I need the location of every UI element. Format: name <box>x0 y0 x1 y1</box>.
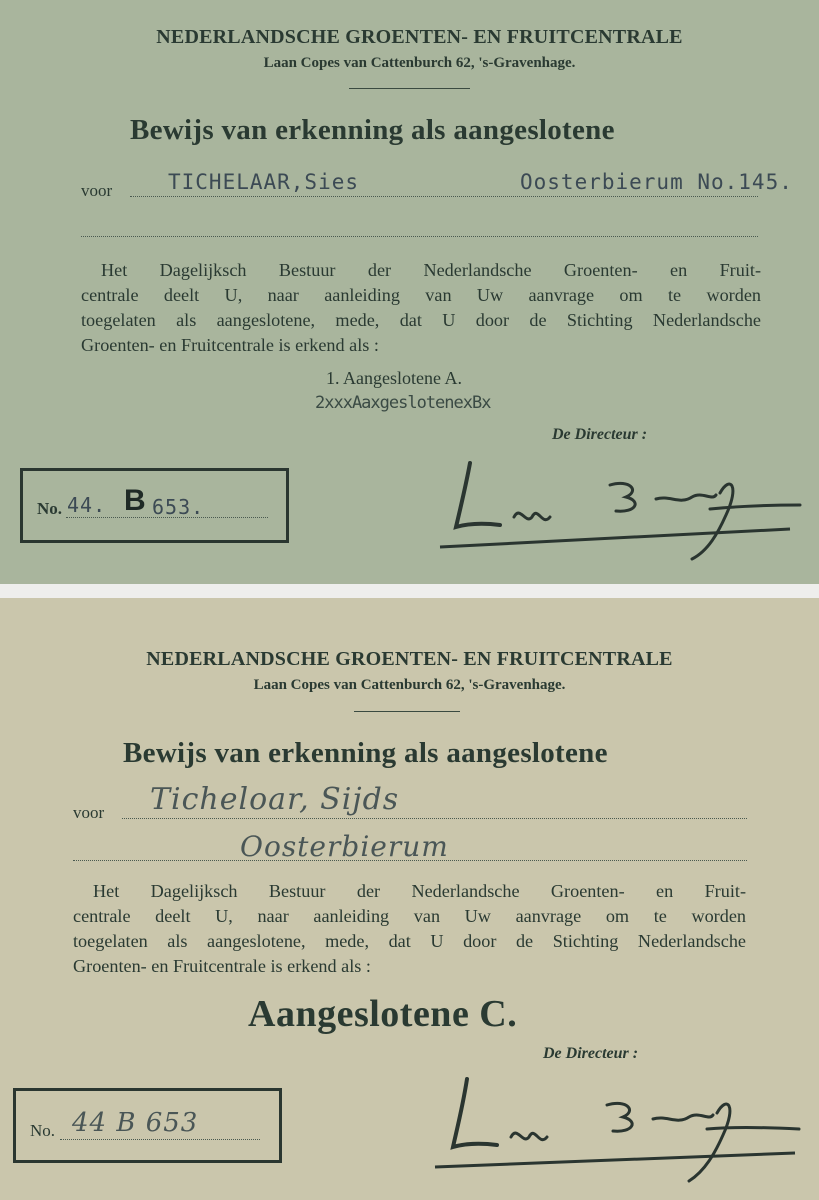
statement-line: Het Dagelijksch Bestuur der Nederlandsche Groenten- en Fruit- <box>93 881 746 901</box>
statement-line: Groenten- en Fruitcentrale is erkend als : <box>73 956 371 976</box>
card-title: Bewijs van erkenning als aangeslotene <box>123 737 608 769</box>
holder-place: Oosterbierum <box>240 830 449 863</box>
number-label: No. <box>30 1121 56 1140</box>
voor-dotted-line <box>122 818 747 819</box>
number-dotted-line <box>60 1139 260 1140</box>
card-beige <box>0 598 819 1200</box>
statement-line: Groenten- en Fruitcentrale is erkend als : <box>81 335 379 355</box>
organization-address: Laan Copes van Cattenburch 62, 's-Gravenhage. <box>263 55 576 71</box>
address-dotted-line <box>81 236 758 237</box>
voor-label: voor <box>73 803 105 822</box>
card-title: Bewijs van erkenning als aangeslotene <box>130 114 615 146</box>
number-label: No. <box>37 499 63 518</box>
statement-paragraph <box>73 879 746 979</box>
signature-director <box>430 455 810 565</box>
organization-name: NEDERLANDSCHE GROENTEN- EN FRUITCENTRALE <box>156 26 683 48</box>
statement-line: toegelaten als aangeslotene, mede, dat U door de Stichting Nederlandsche <box>73 931 746 951</box>
number-letter: B <box>124 484 146 517</box>
statement-line: centrale deelt U, naar aanleiding van Uw aanvrage om te worden <box>81 285 761 305</box>
category-b-overtyped: 2xxxAaxgeslotenexBx <box>315 393 491 413</box>
card-green <box>0 0 819 584</box>
header-rule <box>349 88 470 89</box>
number-part2: 653. <box>152 495 205 519</box>
holder-name: TICHELAAR,Sies <box>168 170 360 194</box>
statement-paragraph <box>81 258 761 358</box>
statement-line: Het Dagelijksch Bestuur der Nederlandsche Groenten- en Fruit- <box>101 260 761 280</box>
card-separator <box>0 584 819 598</box>
holder-name: Ticheloar, Sijds <box>150 782 400 817</box>
voor-label: voor <box>81 181 113 200</box>
statement-line: centrale deelt U, naar aanleiding van Uw aanvrage om te worden <box>73 906 746 926</box>
header-rule <box>354 711 460 712</box>
number-value: 44 B 653 <box>72 1108 199 1138</box>
address-dotted-line <box>73 860 747 861</box>
director-label: De Directeur : <box>543 1045 639 1062</box>
director-label: De Directeur : <box>552 426 648 443</box>
voor-dotted-line <box>130 196 758 197</box>
signature-director <box>425 1073 810 1188</box>
organization-name: NEDERLANDSCHE GROENTEN- EN FRUITCENTRALE <box>146 648 673 670</box>
number-part1: 44. <box>67 493 107 517</box>
category-a: 1. Aangeslotene A. <box>326 368 462 388</box>
statement-line: toegelaten als aangeslotene, mede, dat U door de Stichting Nederlandsche <box>81 310 761 330</box>
organization-address: Laan Copes van Cattenburch 62, 's-Gravenhage. <box>253 677 566 693</box>
category-c: Aangeslotene C. <box>248 993 518 1035</box>
holder-place: Oosterbierum No.145. <box>520 170 793 194</box>
